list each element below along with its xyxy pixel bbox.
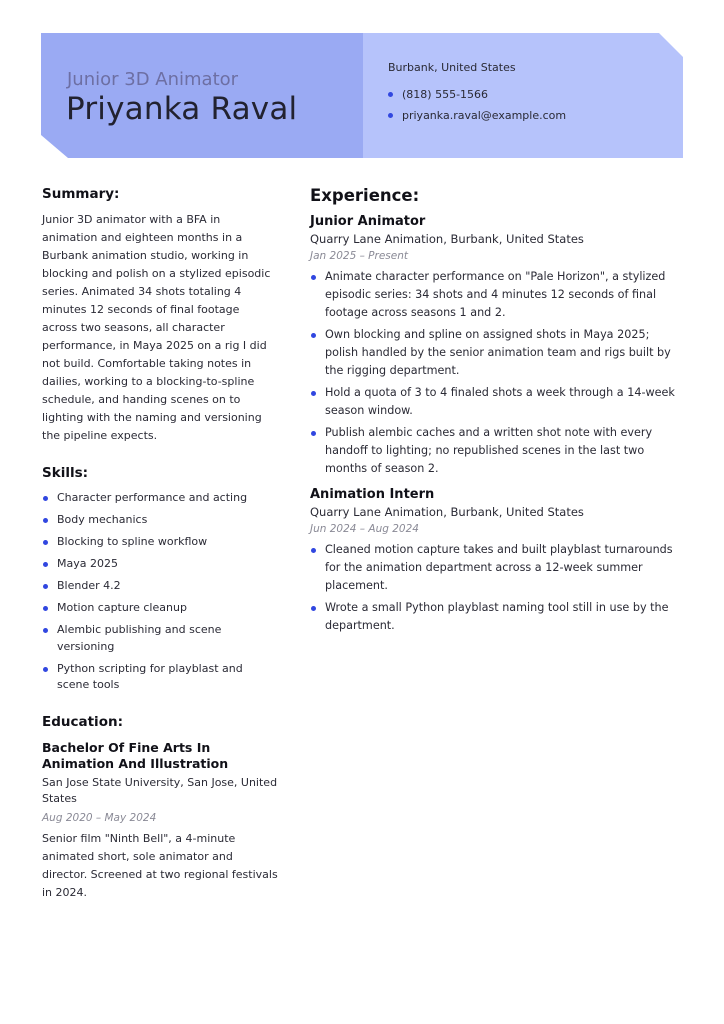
bullet-icon: [388, 92, 393, 97]
job-entry: [310, 487, 684, 635]
right-column: [310, 186, 684, 639]
job-title: Animation Intern: [310, 487, 435, 502]
job-dates: Jun 2024 – Aug 2024: [310, 523, 419, 535]
job-bullets: [310, 541, 684, 635]
summary-text: Junior 3D animator with a BFA in animation and eighteen months in a Burbank animation studio, working in blocking and polish on a stylized episodic series. Animated 34 shots totaling 4 minutes 12 seconds of final footage across two seasons, all character performance, in Maya 2025 on a rig I did not build. Comfortable taking notes in dailies, working to a blocking-to-spline schedule, and handing scenes on to lighting with the naming and versioning the pipeline expects.: [42, 213, 271, 442]
job-bullet: Publish alembic caches and a written shot note with every handoff to lighting; no republished scenes in the last two months of season 2.: [310, 424, 684, 478]
job-title: Junior Animator: [310, 214, 426, 229]
education-description: Senior film "Ninth Bell", a 4-minute animated short, sole animator and director. Screened at two regional festivals in 2024.: [42, 831, 278, 899]
job-bullet: Hold a quota of 3 to 4 finaled shots a week through a 14-week season window.: [310, 384, 684, 420]
phone-number: (818) 555-1566: [402, 88, 489, 101]
job-bullet: Own blocking and spline on assigned shots in Maya 2025; polish handled by the senior animation team and rigs built by the rigging department.: [310, 326, 684, 380]
skill-item: Blender 4.2: [42, 578, 278, 595]
education-school: San Jose State University, San Jose, United States: [42, 775, 278, 805]
job-company: Quarry Lane Animation, Burbank, United States: [310, 505, 584, 519]
skill-item: Body mechanics: [42, 512, 278, 529]
bullet-icon: [388, 113, 393, 118]
candidate-name: Priyanka Raval: [66, 91, 298, 127]
job-dates: Jan 2025 – Present: [310, 250, 408, 262]
skill-item: Python scripting for playblast and scene tools: [42, 661, 278, 694]
skill-item: Motion capture cleanup: [42, 600, 278, 617]
skill-item: Maya 2025: [42, 556, 278, 573]
job-role: Junior 3D Animator: [67, 69, 239, 90]
education-heading: Education:: [42, 713, 123, 730]
experience-heading: Experience:: [310, 186, 420, 205]
job-entry: [310, 214, 684, 478]
email-contact: [388, 109, 566, 122]
skill-item: Blocking to spline workflow: [42, 534, 278, 551]
job-bullet: Cleaned motion capture takes and built playblast turnarounds for the animation department across a 12-week summer placement.: [310, 541, 684, 595]
summary-heading: Summary:: [42, 186, 120, 202]
job-company: Quarry Lane Animation, Burbank, United States: [310, 232, 584, 246]
skills-list: [42, 490, 278, 694]
skill-item: Alembic publishing and scene versioning: [42, 622, 278, 655]
location: Burbank, United States: [388, 61, 516, 74]
left-column: [42, 186, 278, 902]
skill-item: Character performance and acting: [42, 490, 278, 507]
job-bullets: [310, 268, 684, 478]
education-dates: Aug 2020 – May 2024: [42, 811, 157, 824]
job-bullet: Wrote a small Python playblast naming tool still in use by the department.: [310, 599, 684, 635]
education-degree: Bachelor Of Fine Arts In Animation And Illustration: [42, 739, 229, 771]
job-bullet: Animate character performance on "Pale Horizon", a stylized episodic series: 34 shots and 4 minutes 12 seconds of final footage across seasons 1 and 2.: [310, 268, 684, 322]
email-address: priyanka.raval@example.com: [402, 109, 567, 122]
phone-contact: [388, 88, 488, 101]
skills-heading: Skills:: [42, 465, 89, 481]
